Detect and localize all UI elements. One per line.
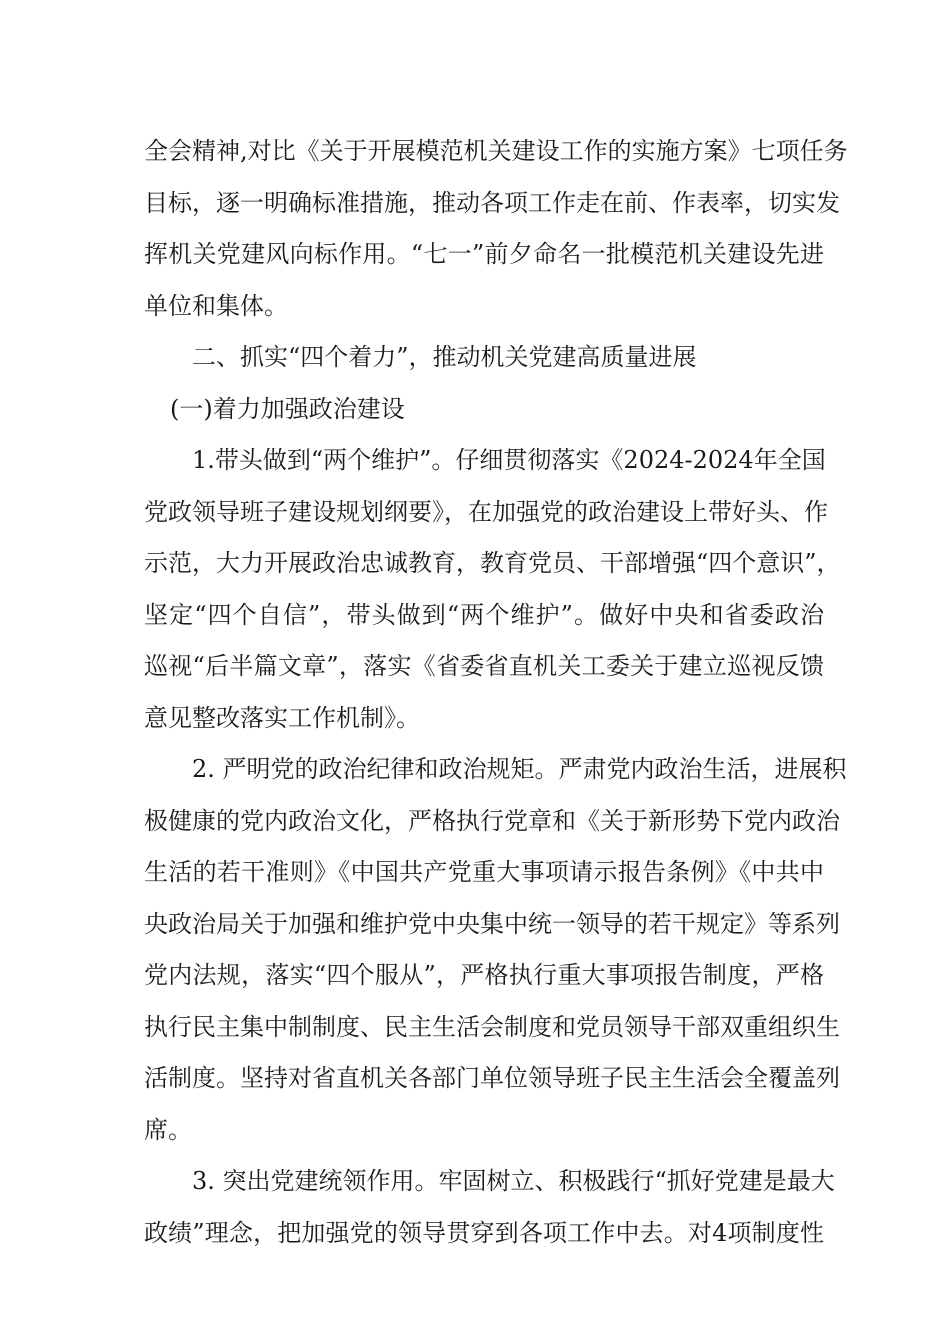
text-line: 意见整改落实工作机制》。 [144,703,420,732]
text-line: 3. 突出党建统领作用。牢固树立、积极践行“抓好党建是最大 [192,1167,835,1195]
text-line: 目标，逐一明确标准措施，推动各项工作走在前、作表率，切实发 [144,188,840,217]
text-line: 党内法规，落实“四个服从”，严格执行重大事项报告制度，严格 [144,961,824,989]
text-line: 1.带头做到“两个维护”。仔细贯彻落实《2024-2024年全国 [192,446,826,474]
section-heading: 二、抓实“四个着力”，推动机关党建高质量进展 [192,343,697,371]
text-line: 生活的若干准则》《中国共产党重大事项请示报告条例》《中共中 [144,858,824,886]
subsection-heading: (一)着力加强政治建设 [170,394,405,423]
text-line: 2. 严明党的政治纪律和政治规矩。严肃党内政治生活，进展积 [192,755,847,783]
document-body [144,126,848,1259]
text-line: 央政治局关于加强和维护党中央集中统一领导的若干规定》等系列 [144,909,840,938]
text-line: 活制度。坚持对省直机关各部门单位领导班子民主生活会全覆盖列 [144,1064,840,1092]
text-line: 全会精神,对比《关于开展模范机关建设工作的实施方案》七项任务 [144,137,848,165]
text-line: 极健康的党内政治文化，严格执行党章和《关于新形势下党内政治 [144,806,840,835]
text-line: 执行民主集中制制度、民主生活会制度和党员领导干部双重组织生 [144,1012,840,1041]
text-line: 政绩”理念，把加强党的领导贯穿到各项工作中去。对4项制度性 [144,1218,824,1247]
text-line: 坚定“四个自信”，带头做到“两个维护”。做好中央和省委政治 [144,600,824,629]
text-line: 席。 [144,1115,192,1144]
text-line: 挥机关党建风向标作用。“七一”前夕命名一批模范机关建设先进 [144,240,824,268]
text-line: 巡视“后半篇文章”，落实《省委省直机关工委关于建立巡视反馈 [144,652,824,680]
text-line: 党政领导班子建设规划纲要》，在加强党的政治建设上带好头、作 [144,497,828,526]
text-line: 示范，大力开展政治忠诚教育，教育党员、干部增强“四个意识”， [144,549,841,577]
text-line: 单位和集体。 [144,291,288,320]
